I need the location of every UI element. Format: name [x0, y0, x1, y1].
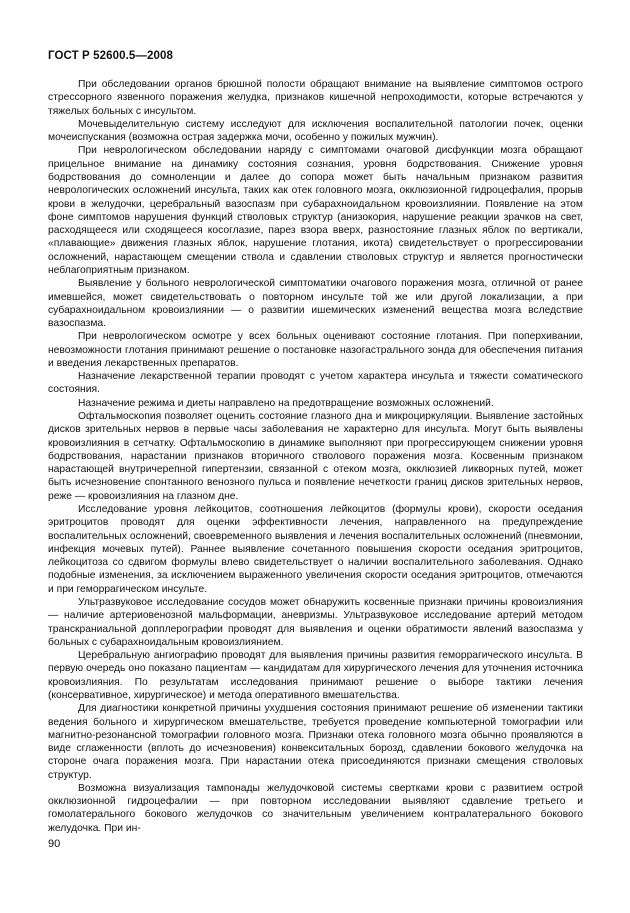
paragraph: Возможна визуализация тампонады желудочковой системы свертками крови с развитием острой окклюзионной гидроцефалии — при повторном исследовании выявляют сдавление третьего и гомолатерального бокового желудочков со значительным увеличением контралатерального бокового желудочка. При ин-	[48, 782, 583, 834]
paragraph: Исследование уровня лейкоцитов, соотношения лейкоцитов (формулы крови), скорости оседания эритроцитов проводят для оценки эффективности лечения, направленного на предупреждение воспалительных осложнений, своевременного выявления и лечения воспалительных осложнений (пневмонии, инфекция мочевых путей). Раннее выявление сочетанного повышения скорости оседания эритроцитов, лейкоцитоза со сдвигом формулы влево свидетельствует о наличии воспалительного заболевания. Однако подобные изменения, за исключением выраженного увеличения скорости оседания эритроцитов, отмечаются и при геморрагическом инсульте.	[48, 504, 583, 595]
paragraph: Назначение лекарственной терапии проводят с учетом характера инсульта и тяжести соматического состояния.	[48, 371, 583, 396]
paragraph: Церебральную ангиографию проводят для выявления причины развития геморрагического инсульта. В первую очередь оно показано пациентам — кандидатам для хирургического лечения для уточнения источника кровоизлияния. По результатам исследования принимают решение о выборе тактики лечения (консервативное, хирургическое) и метода оперативного вмешательства.	[48, 650, 583, 701]
document-body	[48, 78, 583, 835]
paragraph: Ультразвуковое исследование сосудов может обнаружить косвенные признаки причины кровоизлияния — наличие артериовенозной мальформации, аневризмы. Ультразвуковое исследование артерий методом транскраниальной допплерографии проводят для выявления и оценки обратимости явлений вазоспазма у больных с субарахноидальным кровоизлиянием.	[48, 596, 583, 648]
page-number: 90	[48, 838, 61, 850]
paragraph: При обследовании органов брюшной полости обращают внимание на выявление симптомов острого стрессорного язвенного поражения желудка, признаков кишечной непроходимости, которые встречаются у тяжелых больных с инсультом.	[48, 79, 583, 117]
paragraph: Для диагностики конкретной причины ухудшения состояния принимают решение об изменении тактики ведения больного и хирургическом вмешательстве, требуется проведение компьютерной томографии или магнитно-резонансной томографии головного мозга. Признаки отека головного мозга обычно проявляются в виде сглаженности (вплоть до исчезновения) конвекситальных борозд, сдавлении бокового желудочка на стороне очага поражения мозга. При нарастании отека присоединяются признаки смещения стволовых структур.	[48, 703, 583, 781]
paragraph: Выявление у больного неврологической симптоматики очагового поражения мозга, отличной от ранее имевшейся, может свидетельствовать о повторном инсульте той же или другой локализации, а при субарахноидальном кровоизлиянии — о развитии ишемических изменений вещества мозга вследствие вазоспазма.	[48, 278, 583, 330]
paragraph: Офтальмоскопия позволяет оценить состояние глазного дна и микроциркуляции. Выявление застойных дисков зрительных нервов в первые часы заболевания не характерно для инсульта. Могут быть выявлены кровоизлияния в сетчатку. Офтальмоскопию в динамике выполняют при прогрессирующем снижении уровня бодрствования, нарастании признаков вторичного стволового поражения мозга. Косвенным признаком нарастающей внутричерепной гипертензии, связанной с отеком мозга, окклюзией ликворных путей, может быть исчезновение спонтанного венозного пульса и появление нечеткости границ дисков зрительных нервов, реже — кровоизлияния на глазном дне.	[48, 411, 583, 502]
paragraph: При неврологическом обследовании наряду с симптомами очаговой дисфункции мозга обращают прицельное внимание на динамику состояния сознания, уровня бодрствования. Снижение уровня бодрствования до сомноленции и далее до сопора может быть начальным признаком развития неврологических осложнений инсульта, таких как отек головного мозга, окклюзионной гидроцефалия, прорыв крови в желудочки, церебральный вазоспазм при субарахноидальном кровоизлиянии. Появление на этом фоне симптомов нарушения функций стволовых структур (анизокория, нарушение реакции зрачков на свет, расходящееся или сходящееся косоглазие, парез взора вверх, разностояние глазных яблок по вертикали, «плавающие» движения глазных яблок, нарушение глотания, икота) свидетельствует о прогрессировании осложнений, нарастающем смещении ствола и сдавлении стволовых структур и является прогностически неблагоприятным признаком.	[48, 145, 583, 276]
paragraph: При неврологическом осмотре у всех больных оценивают состояние глотания. При поперхивании, невозможности глотания принимают решение о постановке назогастрального зонда для обеспечения питания и введения лекарственных препаратов.	[48, 331, 583, 369]
paragraph: Мочевыделительную систему исследуют для исключения воспалительной патологии почек, оценки мочеиспускания (возможна острая задержка мочи, особенно у пожилых мужчин).	[48, 118, 583, 144]
paragraph: Назначение режима и диеты направлено на предотвращение возможных осложнений.	[78, 397, 494, 409]
document-header: ГОСТ Р 52600.5—2008	[48, 50, 173, 62]
